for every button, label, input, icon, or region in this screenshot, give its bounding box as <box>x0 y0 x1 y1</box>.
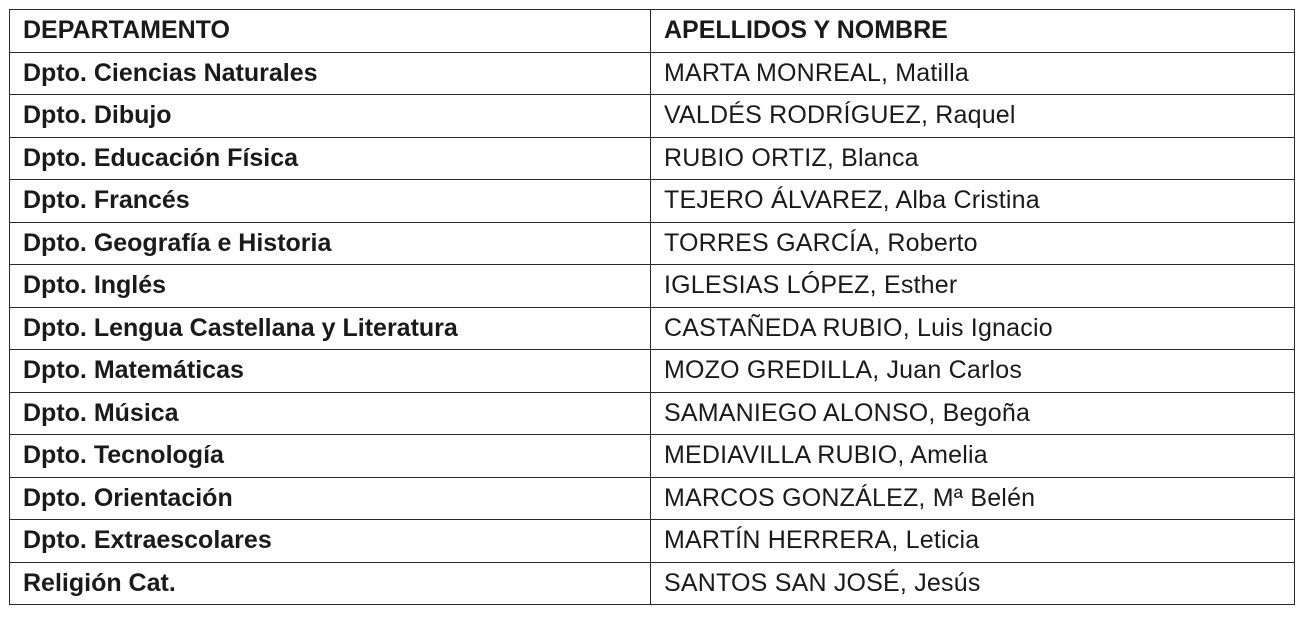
department-cell: Dpto. Tecnología <box>10 435 651 478</box>
department-cell: Dpto. Dibujo <box>10 95 651 138</box>
name-column-header: APELLIDOS Y NOMBRE <box>651 10 1295 53</box>
person-name-cell: CASTAÑEDA RUBIO, Luis Ignacio <box>651 307 1295 350</box>
department-cell: Dpto. Inglés <box>10 265 651 308</box>
department-cell: Dpto. Educación Física <box>10 137 651 180</box>
table-body <box>10 52 1295 605</box>
table-row <box>10 392 1295 435</box>
table-row <box>10 222 1295 265</box>
table-row <box>10 95 1295 138</box>
department-cell: Dpto. Orientación <box>10 477 651 520</box>
person-name-cell: SANTOS SAN JOSÉ, Jesús <box>651 562 1295 605</box>
department-cell: Religión Cat. <box>10 562 651 605</box>
department-cell: Dpto. Extraescolares <box>10 520 651 563</box>
table-header-row <box>10 10 1295 53</box>
department-cell: Dpto. Música <box>10 392 651 435</box>
person-name-cell: MOZO GREDILLA, Juan Carlos <box>651 350 1295 393</box>
table-row <box>10 52 1295 95</box>
person-name-cell: IGLESIAS LÓPEZ, Esther <box>651 265 1295 308</box>
person-name-cell: VALDÉS RODRÍGUEZ, Raquel <box>651 95 1295 138</box>
person-name-cell: MARTA MONREAL, Matilla <box>651 52 1295 95</box>
table-row <box>10 350 1295 393</box>
table-row <box>10 307 1295 350</box>
table-row <box>10 477 1295 520</box>
department-heads-table <box>9 9 1295 605</box>
person-name-cell: TEJERO ÁLVAREZ, Alba Cristina <box>651 180 1295 223</box>
department-cell: Dpto. Ciencias Naturales <box>10 52 651 95</box>
person-name-cell: MEDIAVILLA RUBIO, Amelia <box>651 435 1295 478</box>
person-name-cell: SAMANIEGO ALONSO, Begoña <box>651 392 1295 435</box>
person-name-cell: RUBIO ORTIZ, Blanca <box>651 137 1295 180</box>
table-row <box>10 562 1295 605</box>
department-column-header: DEPARTAMENTO <box>10 10 651 53</box>
department-cell: Dpto. Geografía e Historia <box>10 222 651 265</box>
table-row <box>10 520 1295 563</box>
person-name-cell: MARTÍN HERRERA, Leticia <box>651 520 1295 563</box>
table-row <box>10 265 1295 308</box>
person-name-cell: MARCOS GONZÁLEZ, Mª Belén <box>651 477 1295 520</box>
table-row <box>10 180 1295 223</box>
table-row <box>10 137 1295 180</box>
person-name-cell: TORRES GARCÍA, Roberto <box>651 222 1295 265</box>
department-cell: Dpto. Matemáticas <box>10 350 651 393</box>
table-row <box>10 435 1295 478</box>
department-cell: Dpto. Lengua Castellana y Literatura <box>10 307 651 350</box>
department-cell: Dpto. Francés <box>10 180 651 223</box>
